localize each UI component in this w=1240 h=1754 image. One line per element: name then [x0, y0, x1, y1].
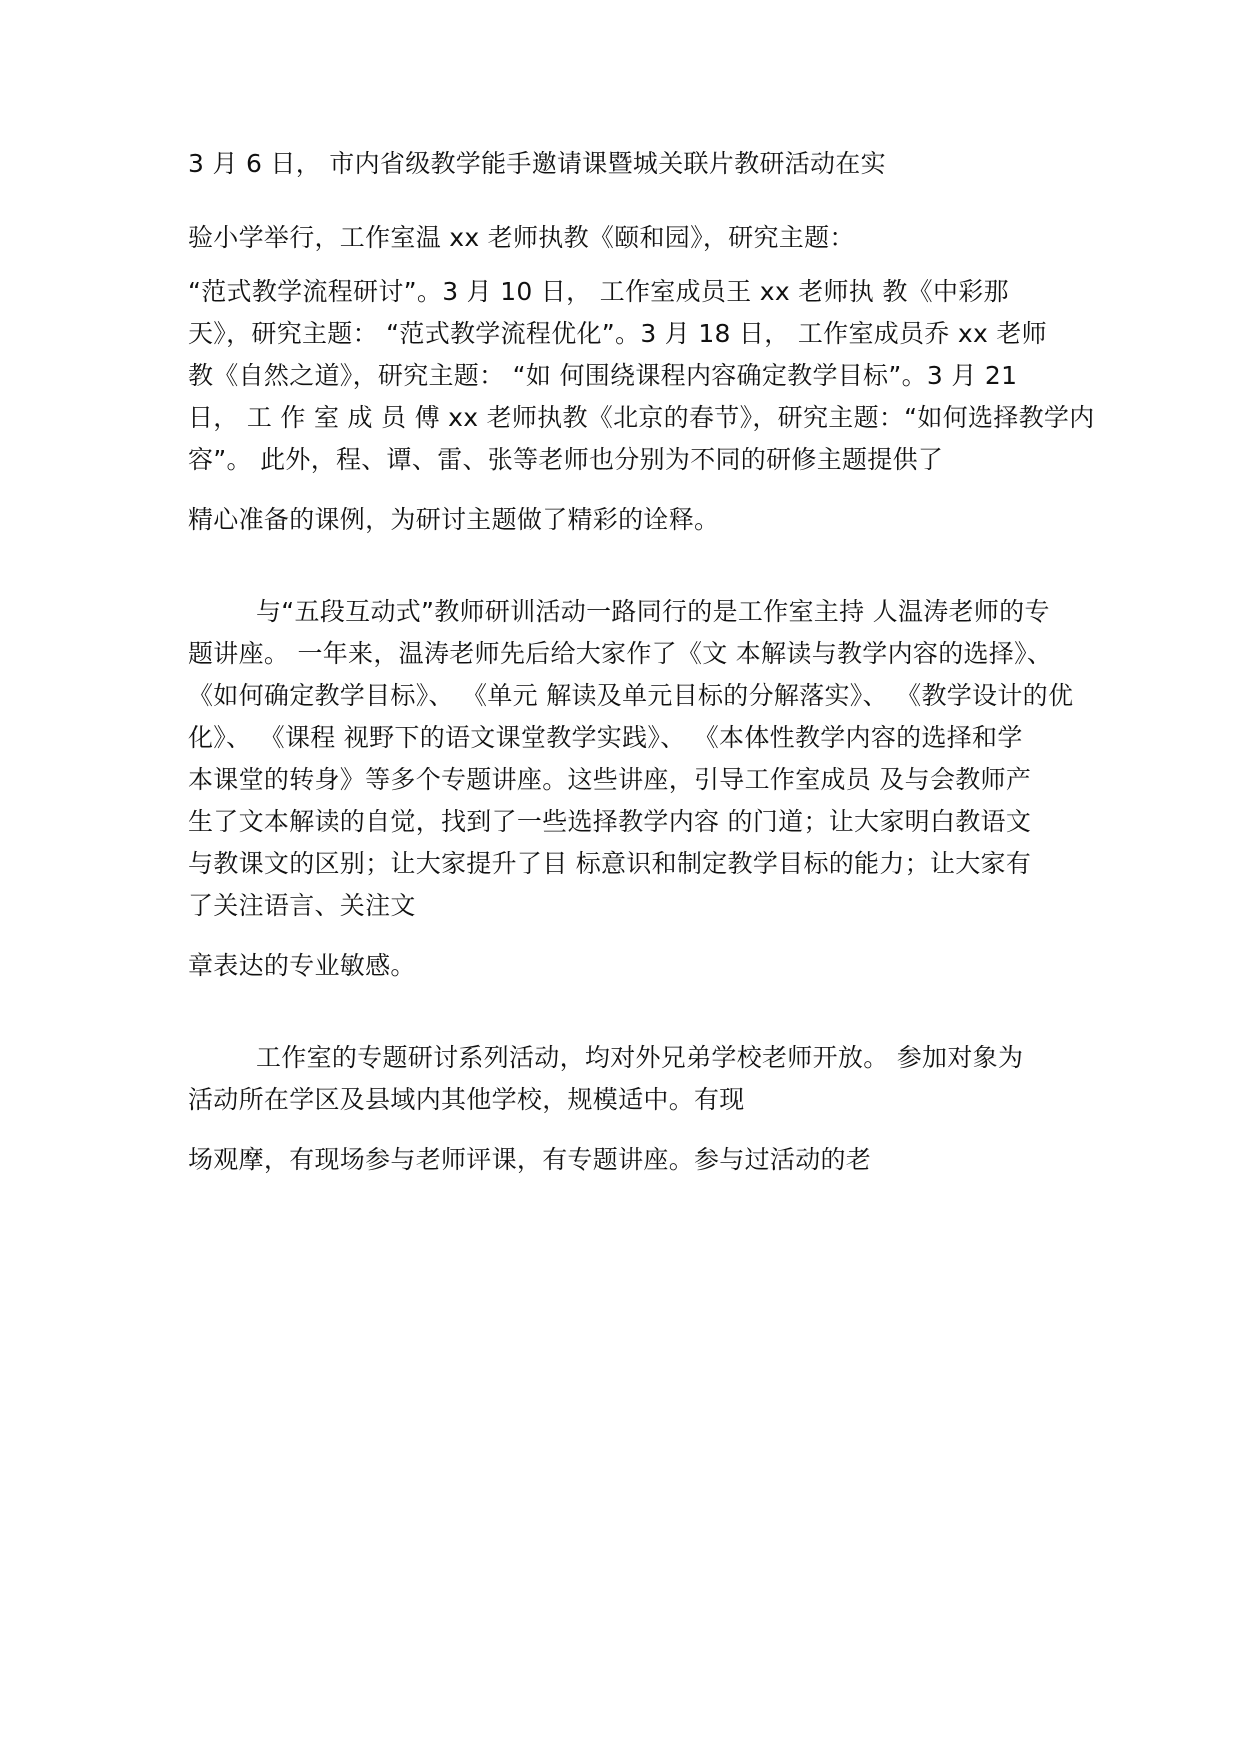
text-line: 了关注语言、关注文 — [188, 891, 416, 920]
text-line: 《如何确定教学目标》、 《单元 解读及单元目标的分解落实》、 《教学设计的优 — [188, 681, 1074, 710]
text-line: 容”。 此外，程、谭、雷、张等老师也分别为不同的研修主题提供了 — [188, 445, 944, 474]
text-line: 验小学举行，工作室温 xx 老师执教《颐和园》，研究主题： — [188, 223, 855, 252]
text-line: 天》，研究主题： “范式教学流程优化”。3 月 18 日， 工作室成员乔 xx 老师 — [188, 319, 1047, 348]
text-line: 生了文本解读的自觉，找到了一些选择教学内容 的门道；让大家明白教语文 — [188, 807, 1032, 836]
text-line: 章表达的专业敏感。 — [188, 951, 416, 980]
text-line: 3 月 6 日， 市内省级教学能手邀请课暨城关联片教研活动在实 — [188, 149, 886, 178]
text-line: 化》、 《课程 视野下的语文课堂教学实践》、 《本体性教学内容的选择和学 — [188, 723, 1023, 752]
text-line: 日， 工 作 室 成 员 傅 xx 老师执教《北京的春节》，研究主题：“如何选择教学内 — [188, 403, 1095, 432]
text-line: 教《自然之道》，研究主题： “如 何围绕课程内容确定教学目标”。3 月 21 — [188, 361, 1018, 390]
text-line: “范式教学流程研讨”。3 月 10 日， 工作室成员王 xx 老师执 教《中彩那 — [188, 277, 1009, 306]
text-line: 与教课文的区别；让大家提升了目 标意识和制定教学目标的能力；让大家有 — [188, 849, 1032, 878]
text-line: 精心准备的课例，为研讨主题做了精彩的诠释。 — [188, 505, 720, 534]
text-line: 场观摩，有现场参与老师评课，有专题讲座。参与过活动的老 — [188, 1145, 872, 1174]
text-line: 活动所在学区及县域内其他学校，规模适中。有现 — [188, 1085, 745, 1114]
text-line: 本课堂的转身》等多个专题讲座。这些讲座，引导工作室成员 及与会教师产 — [188, 765, 1032, 794]
paragraph-first-line: 与“五段互动式”教师研训活动一路同行的是工作室主持 人温涛老师的专 — [256, 597, 1050, 626]
text-line: 题讲座。 一年来，温涛老师先后给大家作了《文 本解读与教学内容的选择》、 — [188, 639, 1053, 668]
paragraph-first-line: 工作室的专题研讨系列活动，均对外兄弟学校老师开放。 参加对象为 — [256, 1043, 1024, 1072]
